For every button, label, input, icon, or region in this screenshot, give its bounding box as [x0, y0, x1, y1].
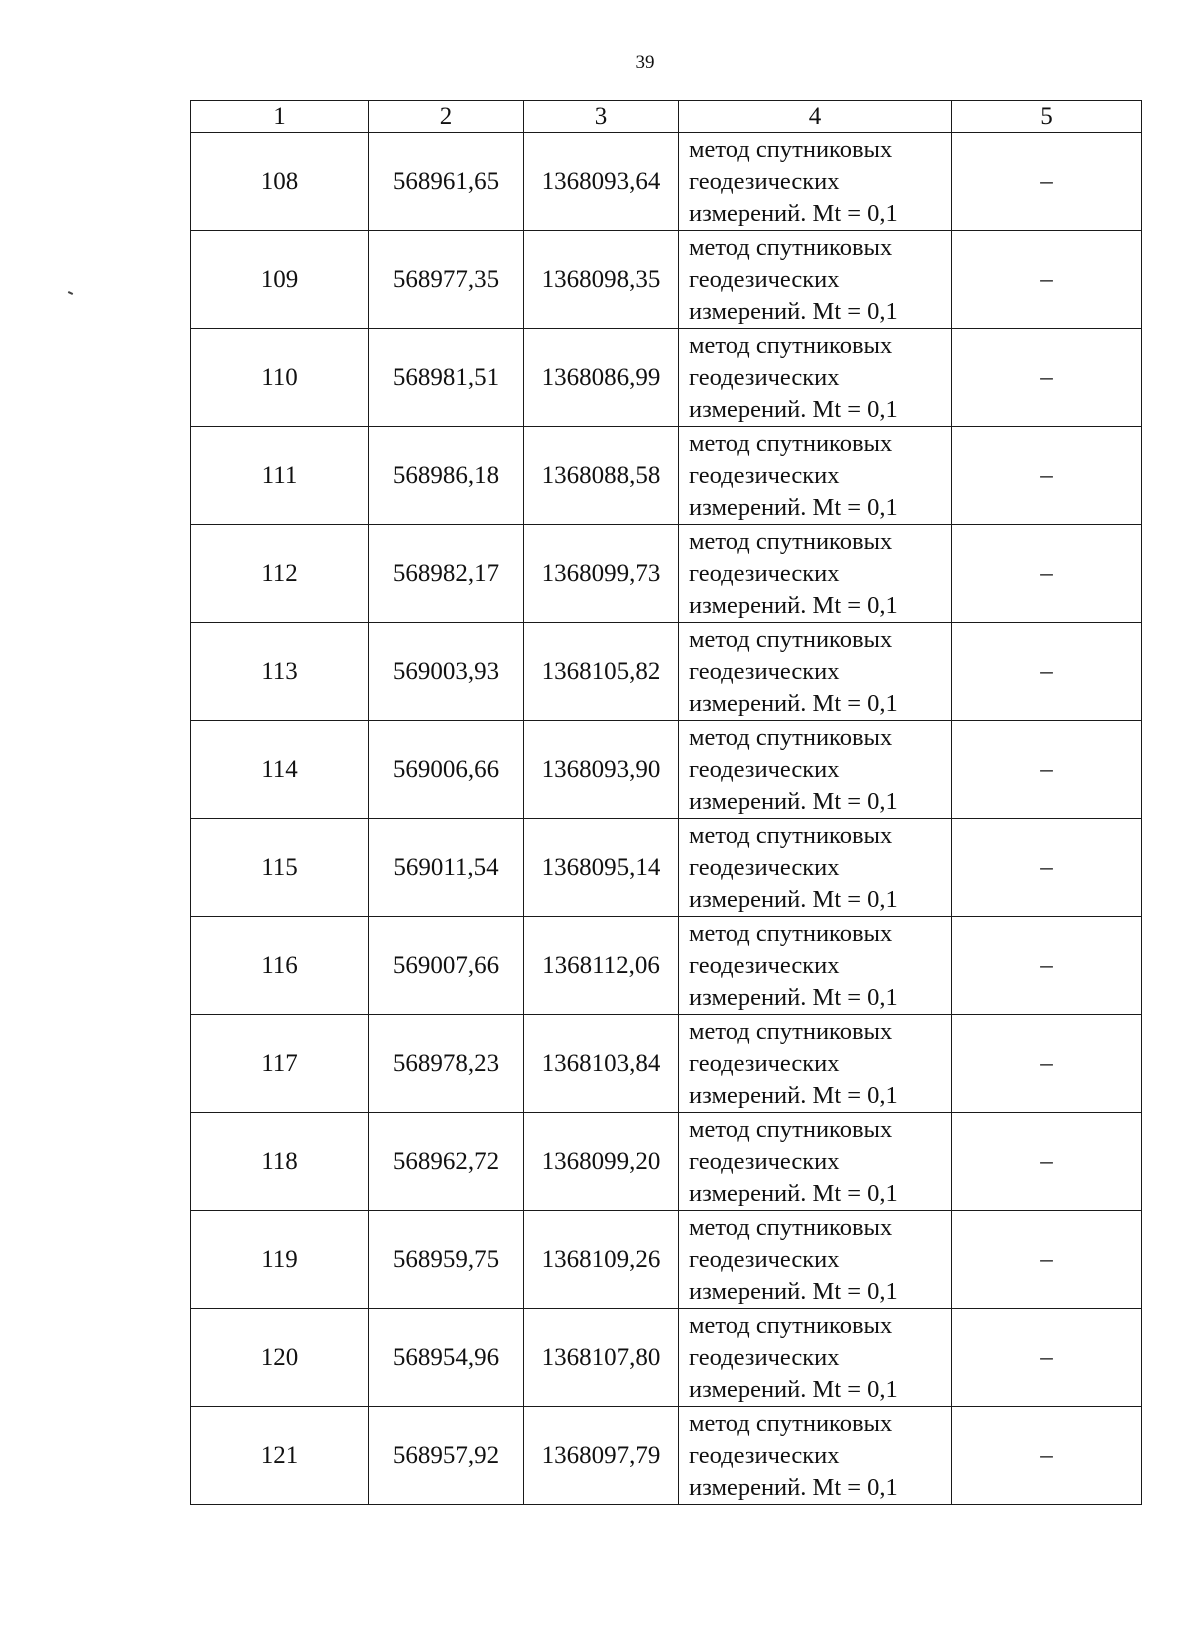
y-coordinate-cell: 1368093,90 — [524, 721, 679, 819]
y-coordinate-cell: 1368099,73 — [524, 525, 679, 623]
note-cell: – — [952, 1113, 1142, 1211]
method-cell — [679, 1211, 952, 1309]
y-coordinate-cell: 1368098,35 — [524, 231, 679, 329]
table-row — [191, 231, 1142, 329]
note-cell: – — [952, 525, 1142, 623]
table-row — [191, 427, 1142, 525]
y-coordinate-cell: 1368105,82 — [524, 623, 679, 721]
method-text-line: метод спутниковых — [689, 919, 893, 947]
method-cell — [679, 623, 952, 721]
method-cell — [679, 1113, 952, 1211]
table-body — [191, 133, 1142, 1505]
method-text-line: геодезических — [689, 853, 840, 881]
method-text-line: геодезических — [689, 755, 840, 783]
method-text-line: метод спутниковых — [689, 723, 893, 751]
page-number: 39 — [635, 52, 655, 73]
method-cell — [679, 1407, 952, 1505]
y-coordinate-cell: 1368097,79 — [524, 1407, 679, 1505]
note-cell: – — [952, 329, 1142, 427]
point-number-cell: 109 — [191, 231, 369, 329]
point-number-cell: 111 — [191, 427, 369, 525]
note-cell: – — [952, 1015, 1142, 1113]
note-cell: – — [952, 1407, 1142, 1505]
point-number-cell: 114 — [191, 721, 369, 819]
table-row — [191, 1309, 1142, 1407]
note-cell: – — [952, 133, 1142, 231]
method-text-line: геодезических — [689, 657, 840, 685]
method-text-line: метод спутниковых — [689, 821, 893, 849]
y-coordinate-cell: 1368107,80 — [524, 1309, 679, 1407]
table-row — [191, 133, 1142, 231]
method-text-line: метод спутниковых — [689, 1311, 893, 1339]
method-cell — [679, 231, 952, 329]
method-text-line: измерений. Mt = 0,1 — [689, 1179, 898, 1207]
column-header-2: 2 — [369, 101, 524, 133]
method-cell — [679, 721, 952, 819]
point-number-cell: 113 — [191, 623, 369, 721]
method-text-line: геодезических — [689, 1049, 840, 1077]
method-text-line: измерений. Mt = 0,1 — [689, 395, 898, 423]
table-row — [191, 819, 1142, 917]
method-text-line: метод спутниковых — [689, 429, 893, 457]
point-number-cell: 118 — [191, 1113, 369, 1211]
method-text-line: метод спутниковых — [689, 625, 893, 653]
x-coordinate-cell: 568961,65 — [369, 133, 524, 231]
x-coordinate-cell: 569011,54 — [369, 819, 524, 917]
method-text-line: геодезических — [689, 167, 840, 195]
column-header-1: 1 — [191, 101, 369, 133]
method-text-line: метод спутниковых — [689, 331, 893, 359]
coordinates-table — [190, 100, 1142, 1505]
method-text-line: геодезических — [689, 363, 840, 391]
y-coordinate-cell: 1368095,14 — [524, 819, 679, 917]
method-text-line: измерений. Mt = 0,1 — [689, 199, 898, 227]
x-coordinate-cell: 568962,72 — [369, 1113, 524, 1211]
table-row — [191, 1015, 1142, 1113]
y-coordinate-cell: 1368112,06 — [524, 917, 679, 1015]
note-cell: – — [952, 917, 1142, 1015]
point-number-cell: 112 — [191, 525, 369, 623]
method-cell — [679, 819, 952, 917]
y-coordinate-cell: 1368099,20 — [524, 1113, 679, 1211]
method-text-line: метод спутниковых — [689, 233, 893, 261]
y-coordinate-cell: 1368103,84 — [524, 1015, 679, 1113]
method-cell — [679, 1309, 952, 1407]
method-text-line: метод спутниковых — [689, 1409, 893, 1437]
table-row — [191, 917, 1142, 1015]
table-row — [191, 1113, 1142, 1211]
y-coordinate-cell: 1368093,64 — [524, 133, 679, 231]
method-text-line: метод спутниковых — [689, 1017, 893, 1045]
point-number-cell: 120 — [191, 1309, 369, 1407]
method-text-line: метод спутниковых — [689, 1115, 893, 1143]
note-cell: – — [952, 721, 1142, 819]
method-text-line: геодезических — [689, 265, 840, 293]
method-text-line: метод спутниковых — [689, 1213, 893, 1241]
table-row — [191, 623, 1142, 721]
note-cell: – — [952, 1211, 1142, 1309]
method-text-line: измерений. Mt = 0,1 — [689, 591, 898, 619]
method-cell — [679, 1015, 952, 1113]
method-text-line: геодезических — [689, 1147, 840, 1175]
x-coordinate-cell: 568977,35 — [369, 231, 524, 329]
point-number-cell: 108 — [191, 133, 369, 231]
y-coordinate-cell: 1368109,26 — [524, 1211, 679, 1309]
scan-speck — [68, 291, 73, 295]
point-number-cell: 121 — [191, 1407, 369, 1505]
table-header — [191, 101, 1142, 133]
table-row — [191, 1211, 1142, 1309]
note-cell: – — [952, 427, 1142, 525]
method-text-line: геодезических — [689, 461, 840, 489]
method-text-line: измерений. Mt = 0,1 — [689, 885, 898, 913]
note-cell: – — [952, 231, 1142, 329]
method-cell — [679, 329, 952, 427]
x-coordinate-cell: 568981,51 — [369, 329, 524, 427]
method-text-line: геодезических — [689, 559, 840, 587]
column-header-5: 5 — [952, 101, 1142, 133]
method-text-line: измерений. Mt = 0,1 — [689, 1473, 898, 1501]
method-text-line: измерений. Mt = 0,1 — [689, 689, 898, 717]
table-row — [191, 1407, 1142, 1505]
point-number-cell: 115 — [191, 819, 369, 917]
x-coordinate-cell: 568954,96 — [369, 1309, 524, 1407]
point-number-cell: 116 — [191, 917, 369, 1015]
method-text-line: измерений. Mt = 0,1 — [689, 983, 898, 1011]
method-text-line: измерений. Mt = 0,1 — [689, 787, 898, 815]
method-text-line: измерений. Mt = 0,1 — [689, 297, 898, 325]
x-coordinate-cell: 569007,66 — [369, 917, 524, 1015]
column-header-4: 4 — [679, 101, 952, 133]
method-cell — [679, 427, 952, 525]
method-text-line: измерений. Mt = 0,1 — [689, 1375, 898, 1403]
method-text-line: геодезических — [689, 1343, 840, 1371]
method-text-line: геодезических — [689, 1441, 840, 1469]
x-coordinate-cell: 569003,93 — [369, 623, 524, 721]
x-coordinate-cell: 569006,66 — [369, 721, 524, 819]
method-text-line: геодезических — [689, 951, 840, 979]
method-cell — [679, 917, 952, 1015]
note-cell: – — [952, 819, 1142, 917]
note-cell: – — [952, 623, 1142, 721]
method-text-line: геодезических — [689, 1245, 840, 1273]
x-coordinate-cell: 568957,92 — [369, 1407, 524, 1505]
method-text-line: метод спутниковых — [689, 135, 893, 163]
method-text-line: метод спутниковых — [689, 527, 893, 555]
method-cell — [679, 525, 952, 623]
x-coordinate-cell: 568959,75 — [369, 1211, 524, 1309]
point-number-cell: 119 — [191, 1211, 369, 1309]
note-cell: – — [952, 1309, 1142, 1407]
table-row — [191, 329, 1142, 427]
x-coordinate-cell: 568982,17 — [369, 525, 524, 623]
method-text-line: измерений. Mt = 0,1 — [689, 493, 898, 521]
point-number-cell: 110 — [191, 329, 369, 427]
table-row — [191, 525, 1142, 623]
point-number-cell: 117 — [191, 1015, 369, 1113]
header-row — [191, 101, 1142, 133]
x-coordinate-cell: 568978,23 — [369, 1015, 524, 1113]
method-text-line: измерений. Mt = 0,1 — [689, 1277, 898, 1305]
method-text-line: измерений. Mt = 0,1 — [689, 1081, 898, 1109]
column-header-3: 3 — [524, 101, 679, 133]
y-coordinate-cell: 1368088,58 — [524, 427, 679, 525]
method-cell — [679, 133, 952, 231]
x-coordinate-cell: 568986,18 — [369, 427, 524, 525]
y-coordinate-cell: 1368086,99 — [524, 329, 679, 427]
table-row — [191, 721, 1142, 819]
